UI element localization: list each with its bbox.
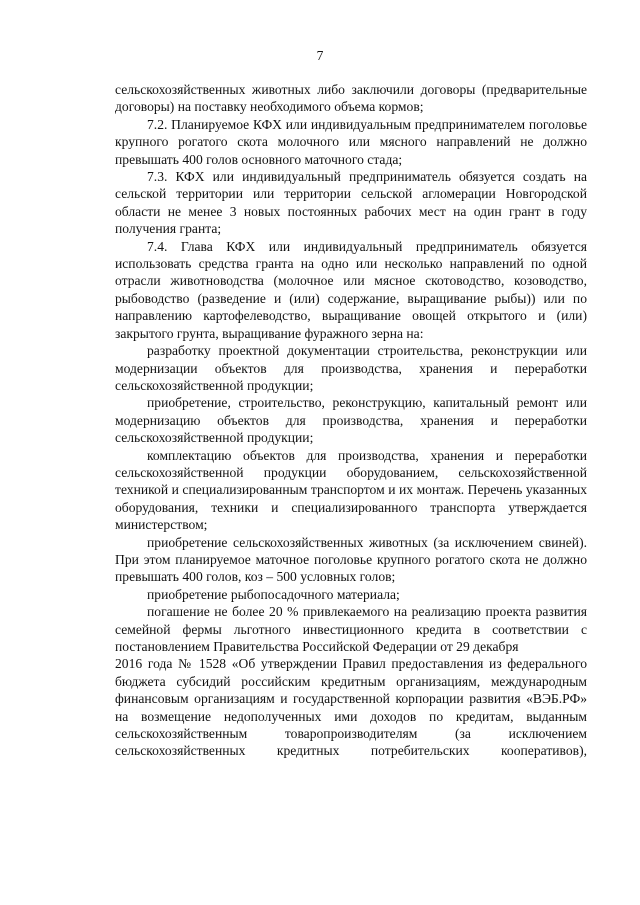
list-item-design-documentation: разработку проектной документации строительства, реконструкции или модернизации объектов для производства, хранения и переработки сельскохозяйственной продукции; [115,343,587,393]
list-item-credit-repayment: погашение не более 20 % привлекаемого на реализацию проекта развития семейной фермы льготного инвестиционного кредита в соответствии с постановлением Правительства Российской Федерации от 29 декабря [115,604,587,654]
paragraph-7-3: 7.3. КФХ или индивидуальный предприниматель обязуется создать на сельской территории или территории сельской агломерации Новгородской области не менее 3 новых постоянных рабочих мест на один грант в году получения гранта; [115,169,587,237]
list-item-animals: приобретение сельскохозяйственных животных (за исключением свиней). При этом планируемое маточное поголовье крупного рогатого скота не должно превышать 400 голов, коз – 500 условных голов; [115,534,587,585]
list-item-fish-stock: приобретение рыбопосадочного материала; [147,586,400,602]
document-body [115,81,587,760]
list-item-acquisition-construction: приобретение, строительство, реконструкцию, капитальный ремонт или модернизацию объектов для производства, хранения и переработки сельскохозяйственной продукции; [115,395,587,446]
paragraph-continuation: сельскохозяйственных животных либо заключили договоры (предварительные договоры) на поставку необходимого объема кормов; [115,82,587,115]
paragraph-7-4: 7.4. Глава КФХ или индивидуальный предприниматель обязуется использовать средства гранта на одно или несколько направлений по одной отрасли животноводства (молочное или мясное скотоводство, козоводство, рыбоводство (разведение и (или) содержание, выращивание рыбы)) или по направлению картофелеводство, выращивание овощей открытого и (или) закрытого грунта, выращивание фуражного зерна на: [115,238,587,341]
paragraph-7-2: 7.2. Планируемое КФХ или индивидуальным предпринимателем поголовье крупного рогатого скота молочного или мясного направлений не должно превышать 400 голов основного маточного стада; [115,116,587,167]
list-item-equipment: комплектацию объектов для производства, хранения и переработки сельскохозяйственной продукции оборудованием, сельскохозяйственной техникой и специализированным транспортом и их монтаж. Перечень указанных оборудования, техники и специализированного транспорта утверждается министерством; [115,447,587,533]
page-number: 7 [316,48,324,63]
paragraph-decree-reference: 2016 года № 1528 «Об утверждении Правил предоставления из федерального бюджета субсидий российским кредитным организациям, международным финансовым организациям и государственной корпорации развития «ВЭБ.РФ» на возмещение недополученных ими доходов по кредитам, выданным сельскохозяйственным товаропроизводителям (за исключением сельскохозяйственных кредитных потребительских кооперативов), [115,656,587,759]
